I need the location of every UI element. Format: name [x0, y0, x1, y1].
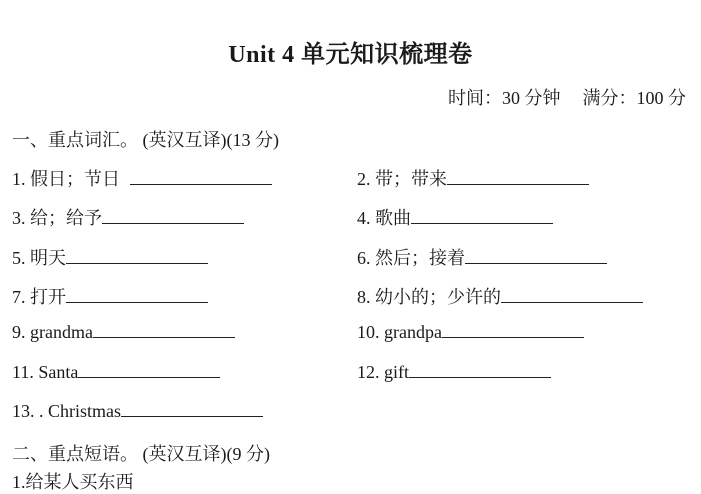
answer-blank[interactable]: [442, 323, 584, 338]
page-title: Unit 4 单元知识梳理卷: [228, 42, 473, 68]
answer-blank[interactable]: [409, 363, 551, 378]
question-item: [12, 362, 220, 383]
question-prompt: 1. 假日；节日: [12, 169, 120, 189]
question-item: [357, 322, 584, 343]
question-prompt: 2. 带；带来: [357, 169, 447, 189]
question-prompt: 6. 然后；接着: [357, 248, 465, 268]
full-score: 满分：100 分: [582, 88, 686, 108]
answer-blank[interactable]: [102, 209, 244, 224]
question-item: [357, 244, 607, 270]
section-heading-vocabulary: 一、重点词汇。 (英汉互译)(13 分): [12, 130, 279, 150]
question-prompt: 8. 幼小的；少许的: [357, 287, 501, 307]
answer-blank[interactable]: [93, 323, 235, 338]
section-heading-phrases: 二、重点短语。 (英汉互译)(9 分): [12, 444, 270, 464]
question-prompt: 9. grandma: [12, 322, 93, 342]
question-item: [12, 204, 244, 230]
question-item: [357, 283, 643, 309]
answer-blank[interactable]: [130, 170, 272, 185]
question-prompt: 13. . Christmas: [12, 401, 122, 421]
question-prompt: 5. 明天: [12, 248, 66, 268]
exam-meta: [448, 84, 686, 110]
answer-blank[interactable]: [501, 288, 643, 303]
question-prompt: 11. Santa: [12, 362, 79, 382]
answer-blank[interactable]: [447, 170, 589, 185]
question-prompt: 12. gift: [357, 362, 409, 382]
question-item: [357, 165, 589, 191]
answer-blank[interactable]: [121, 402, 263, 417]
question-prompt: 10. grandpa: [357, 322, 442, 342]
question-item: [357, 204, 553, 230]
question-item: [12, 165, 272, 191]
question-item: [12, 401, 263, 422]
question-prompt: 3. 给；给予: [12, 208, 102, 228]
question-item: [12, 283, 208, 309]
answer-blank[interactable]: [66, 288, 208, 303]
answer-blank[interactable]: [465, 249, 607, 264]
question-item: [12, 244, 208, 270]
question-prompt: 4. 歌曲: [357, 208, 411, 228]
answer-blank[interactable]: [66, 249, 208, 264]
question-prompt: 7. 打开: [12, 287, 66, 307]
cut-off-line: 1.给某人买东西: [12, 472, 134, 492]
question-item: [357, 362, 551, 383]
question-item: [12, 322, 235, 343]
answer-blank[interactable]: [411, 209, 553, 224]
answer-blank[interactable]: [78, 363, 220, 378]
time-limit: 时间：30 分钟: [448, 88, 561, 108]
